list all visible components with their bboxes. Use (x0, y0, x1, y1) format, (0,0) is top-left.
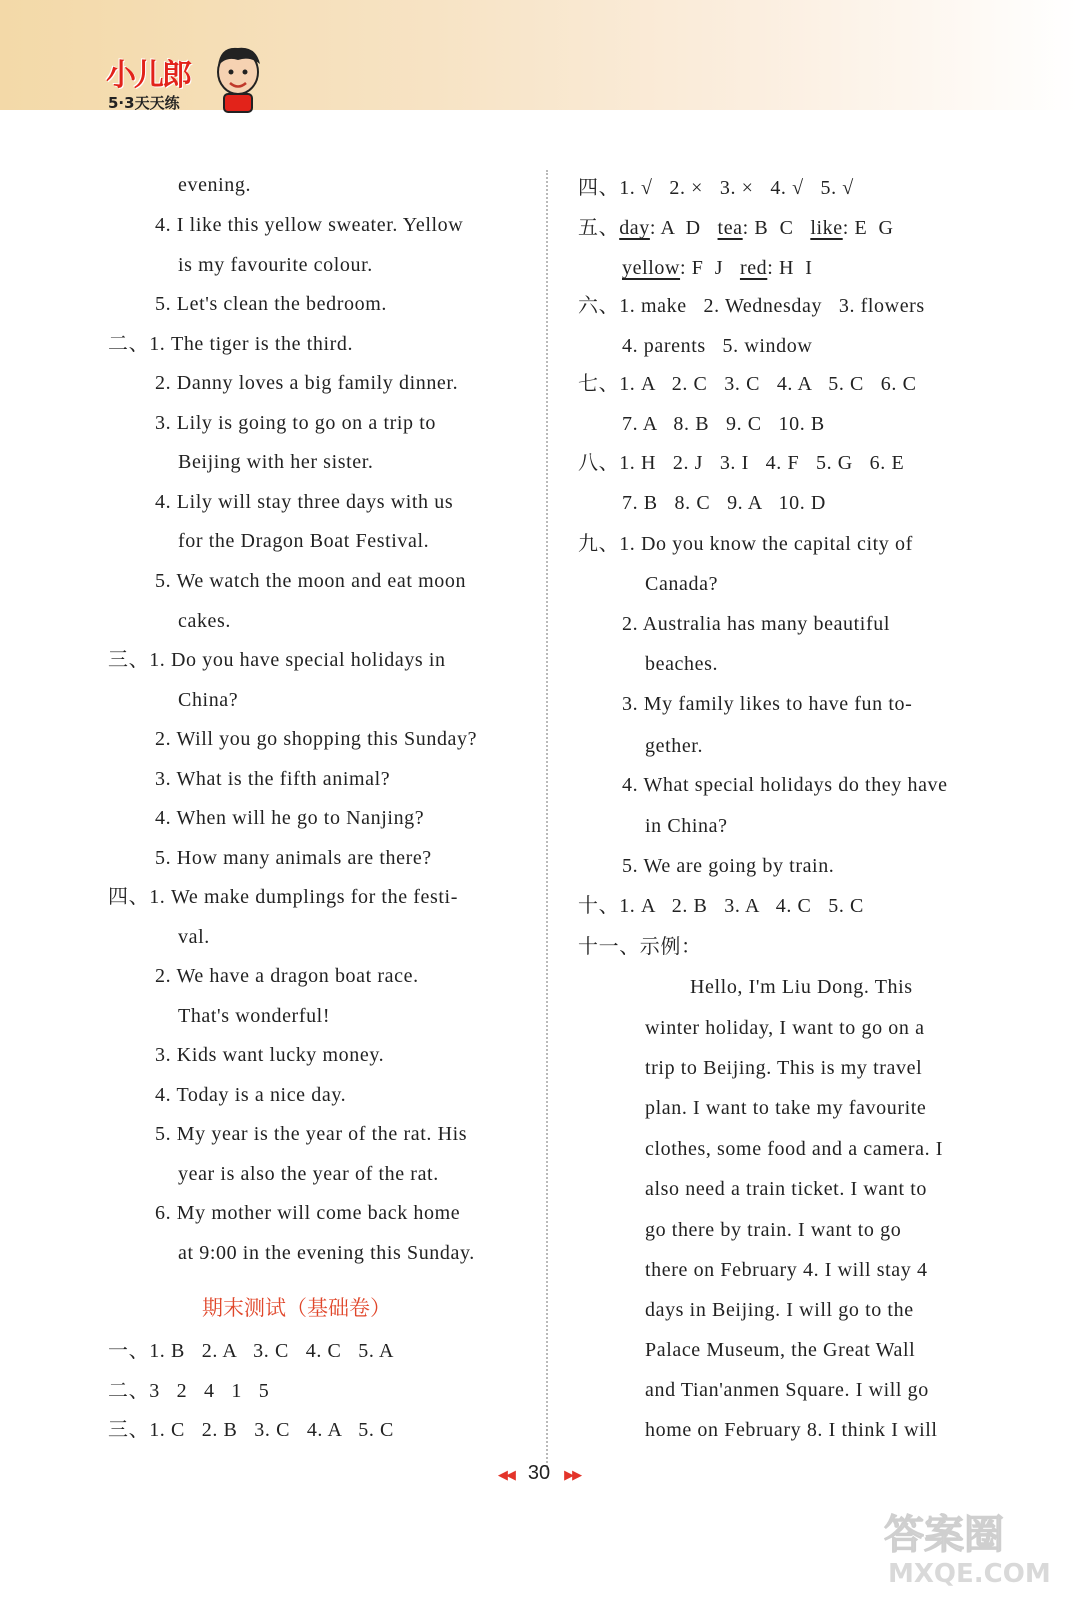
essay-line: winter holiday, I want to go on a (645, 1017, 925, 1039)
right-line: Canada? (645, 573, 719, 595)
logo-subtitle: 5·3天天练 (108, 94, 180, 112)
left-line: 三、1. Do you have special holidays in (108, 649, 446, 671)
left-line: at 9:00 in the evening this Sunday. (178, 1242, 475, 1264)
left-line: 5. We watch the moon and eat moon (155, 570, 467, 592)
left-line: 4. Lily will stay three days with us (155, 491, 454, 513)
essay-line: Hello, I'm Liu Dong. This (690, 976, 913, 998)
phonics-word-red: red (739, 257, 768, 279)
left-line: 4. Today is a nice day. (155, 1084, 347, 1106)
left-line: That's wonderful! (178, 1005, 331, 1027)
page-footer (0, 1462, 1078, 1485)
prev-arrows-icon: ◀◀ (497, 1467, 514, 1482)
phonics-word-yellow: yellow (622, 257, 681, 279)
mascot-icon (210, 42, 266, 114)
left-line: 4. When will he go to Nanjing? (155, 807, 425, 829)
brand-logo (100, 40, 270, 120)
right-line: 九、1. Do you know the capital city of (578, 533, 913, 555)
section-title: 期末测试（基础卷） (202, 1296, 391, 1320)
phonics-answer-yellow: : F J (680, 257, 724, 279)
left-answer-line: 二、3 2 4 1 5 (108, 1380, 270, 1402)
right-line: in China? (645, 815, 728, 837)
left-line: 3. What is the fifth animal? (155, 768, 391, 790)
right-line: gether. (645, 735, 704, 757)
left-line: 6. My mother will come back home (155, 1202, 461, 1224)
phonics-line-1 (578, 216, 894, 240)
essay-line: Palace Museum, the Great Wall (645, 1339, 916, 1361)
phonics-answer-day: : A D (649, 217, 701, 239)
left-line: 5. How many animals are there? (155, 847, 432, 869)
essay-line: also need a train ticket. I want to (645, 1178, 928, 1200)
left-answer-line: 一、1. B 2. A 3. C 4. C 5. A (108, 1340, 394, 1362)
column-divider (546, 170, 548, 1470)
right-line: 六、1. make 2. Wednesday 3. flowers (578, 295, 925, 317)
right-line: 七、1. A 2. C 3. C 4. A 5. C 6. C (578, 373, 917, 395)
watermark-logo (878, 1498, 1068, 1590)
right-line: 2. Australia has many beautiful (622, 613, 890, 635)
phonics-line-2 (622, 256, 813, 280)
left-line: 二、1. The tiger is the third. (108, 333, 354, 355)
next-arrows-icon: ▶▶ (564, 1467, 581, 1482)
watermark-title: 答案圈 (884, 1512, 1004, 1558)
phonics-word-tea: tea (717, 217, 743, 239)
left-line: year is also the year of the rat. (178, 1163, 439, 1185)
right-line: 5. We are going by train. (622, 855, 835, 877)
essay-line: and Tian'anmen Square. I will go (645, 1379, 929, 1401)
essay-line: trip to Beijing. This is my travel (645, 1057, 923, 1079)
left-line: 5. My year is the year of the rat. His (155, 1123, 468, 1145)
left-line: 4. I like this yellow sweater. Yellow (155, 214, 464, 236)
watermark-url: MXQE.COM (888, 1559, 1051, 1589)
left-line: 2. Will you go shopping this Sunday? (155, 728, 478, 750)
right-line: beaches. (645, 653, 719, 675)
right-line: 十、1. A 2. B 3. A 4. C 5. C (578, 895, 864, 917)
left-line: Beijing with her sister. (178, 451, 374, 473)
page-number: 30 (527, 1462, 551, 1484)
right-line: 7. A 8. B 9. C 10. B (622, 413, 825, 435)
left-line: China? (178, 689, 239, 711)
phonics-answer-tea: : B C (742, 217, 794, 239)
left-line: 2. Danny loves a big family dinner. (155, 372, 459, 394)
left-answer-line: 三、1. C 2. B 3. C 4. A 5. C (108, 1419, 394, 1441)
left-line: val. (178, 926, 210, 948)
right-line: 4. parents 5. window (622, 335, 813, 357)
essay-line: go there by train. I want to go (645, 1219, 902, 1241)
phonics-word-day: day (619, 217, 650, 239)
essay-line: there on February 4. I will stay 4 (645, 1259, 928, 1281)
left-line: 3. Kids want lucky money. (155, 1044, 385, 1066)
left-line: 2. We have a dragon boat race. (155, 965, 419, 987)
phonics-word-like: like (810, 217, 843, 239)
right-line: 八、1. H 2. J 3. I 4. F 5. G 6. E (578, 452, 905, 474)
phonics-answer-red: : H I (767, 257, 813, 279)
left-line: 3. Lily is going to go on a trip to (155, 412, 436, 434)
essay-line: home on February 8. I think I will (645, 1419, 938, 1441)
right-line: 十一、示例： (578, 936, 702, 958)
right-line: 4. What special holidays do they have (622, 774, 948, 796)
right-line: 四、1. √ 2. × 3. × 4. √ 5. √ (578, 177, 854, 199)
phonics-answer-like: : E G (842, 217, 894, 239)
left-line: cakes. (178, 610, 232, 632)
essay-line: plan. I want to take my favourite (645, 1097, 927, 1119)
essay-line: clothes, some food and a camera. I (645, 1138, 944, 1160)
left-line: 四、1. We make dumplings for the festi- (108, 886, 458, 908)
right-line: 五、 (578, 217, 620, 239)
right-line: 3. My family likes to have fun to- (622, 693, 913, 715)
logo-title: 小儿郎 (106, 58, 190, 93)
left-line: for the Dragon Boat Festival. (178, 530, 430, 552)
left-line: evening. (178, 174, 252, 196)
essay-line: days in Beijing. I will go to the (645, 1299, 914, 1321)
right-line: 7. B 8. C 9. A 10. D (622, 492, 826, 514)
left-line: 5. Let's clean the bedroom. (155, 293, 387, 315)
left-line: is my favourite colour. (178, 254, 373, 276)
